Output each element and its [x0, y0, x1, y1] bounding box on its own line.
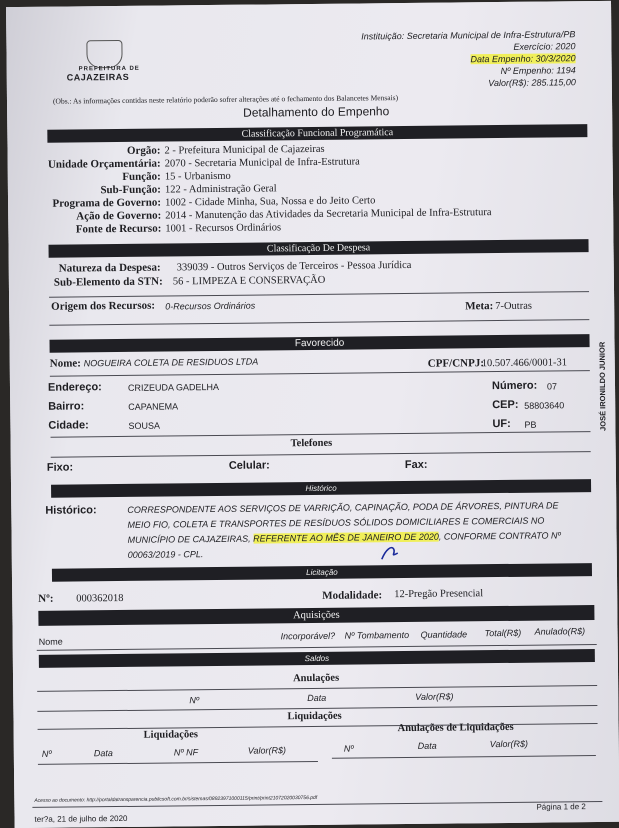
classificacao-despesa-bar: Classificação De Despesa [49, 239, 589, 258]
endereco-label: Endereço: [47, 381, 102, 394]
classificacao-label: Programa de Governo: [52, 196, 162, 210]
divider [49, 319, 589, 326]
pen-mark-icon [378, 543, 402, 561]
celular-label: Celular: [228, 459, 270, 472]
classificacao-label: Função: [122, 170, 161, 183]
cpf-value: 10.507.466/0001-31 [481, 357, 568, 370]
aquisicoes-column-header: Total(R$) [484, 627, 522, 639]
saldos-bar: Saldos [39, 649, 595, 668]
anul-liq-col-data: Data [417, 740, 437, 751]
classificacao-value: 1002 - Cidade Minha, Sua, Nossa e do Jeito Certo [165, 195, 376, 209]
divider [49, 291, 589, 298]
liq-col-num: Nº [41, 748, 52, 759]
anul-liq-col-valor: Valor(R$) [489, 738, 528, 750]
historico-line2: MEIO FIO, COLETA E TRANSPORTES DE RESÍDUOS SÓLIDOS DOMICILIARES E COMERCIAIS NO [127, 515, 545, 530]
bairro-label: Bairro: [48, 400, 85, 413]
meta-label: Meta: [465, 300, 494, 313]
acesso-url: Acesso ao documento: http://portaldatransparencia.publicsoft.com.br/sistemas/08923971000115/print/print21072020030756.pdf [34, 794, 318, 804]
classificacao-label: Sub-Função: [100, 183, 161, 197]
cpf-label: CPF/CNPJ: [427, 357, 485, 370]
anulacoes-title: Anulações [293, 672, 340, 685]
aquisicoes-column-header: Nome [38, 636, 63, 647]
modalidade-label: Modalidade: [322, 589, 383, 602]
natureza-label: Natureza da Despesa: [58, 261, 161, 275]
classificacao-value: 2014 - Manutenção das Atividades da Secretaria Municipal de Infra-Estrutura [165, 207, 492, 222]
classificacao-value: 15 - Urbanismo [164, 170, 231, 183]
historico-label: Histórico: [45, 504, 97, 517]
anul-liq-subtitle: Anulações de Liquidações [397, 721, 514, 735]
anulacoes-col-valor: Valor(R$) [415, 691, 454, 702]
endereco-value: CRIZEUDA GADELHA [127, 381, 220, 393]
data-empenho: Data Empenho: 30/3/2020 [470, 53, 576, 65]
historico-line1: CORRESPONDENTE AOS SERVIÇOS DE VARRIÇÃO, CAPINAÇÃO, PODA DE ÁRVORES, PINTURA DE [127, 500, 559, 515]
page-number: Página 1 de 2 [536, 802, 586, 812]
cep-label: CEP: [492, 398, 519, 412]
aquisicoes-column-header: Anulado(R$) [534, 626, 586, 637]
classificacao-value: 122 - Administração Geral [164, 183, 277, 196]
classificacao-funcional-bar: Classificação Funcional Programática [47, 124, 587, 143]
origem-value: 0-Recursos Ordinários [165, 300, 256, 312]
bairro-value: CAPANEMA [128, 401, 179, 412]
nome-value: NOGUEIRA COLETA DE RESIDUOS LTDA [83, 356, 259, 369]
uf-value: PB [524, 419, 537, 430]
logo-city: CAJAZEIRAS [66, 71, 130, 83]
signature: JOSÉ IRONILDO JUNIOR [597, 341, 608, 431]
anulacoes-col-num: Nº [189, 695, 200, 706]
divider [50, 370, 590, 377]
modalidade-value: 12-Pregão Presencial [394, 588, 484, 601]
liq-subtitle: Liquidações [143, 729, 198, 741]
highlight-referente: REFERENTE AO MÊS DE JANEIRO DE 2020 [253, 531, 439, 544]
liq-col-nf: Nº NF [173, 747, 199, 758]
origem-label: Origem dos Recursos: [51, 299, 156, 313]
instituicao: Instituição: Secretaria Municipal de Infra-Estrutura/PB [361, 29, 576, 42]
classificacao-label: Unidade Orçamentária: [47, 157, 161, 171]
licitacao-numero-label: Nº: [38, 592, 54, 605]
meta-value: 7-Outras [495, 300, 532, 313]
historico-line4: 00063/2019 - CPL. [127, 549, 204, 560]
divider [38, 761, 318, 765]
licitacao-numero-value: 000362018 [76, 592, 124, 605]
coat-of-arms-icon [86, 40, 122, 68]
telefones-label: Telefones [290, 437, 333, 450]
valor-empenho: Valor(R$): 285.115,00 [488, 77, 576, 89]
footer-date: ter?a, 21 de julho de 2020 [34, 813, 128, 824]
document-page [6, 1, 619, 828]
licitacao-bar: Licitação [52, 563, 592, 582]
favorecido-bar: Favorecido [50, 334, 590, 353]
logo-caption: PREFEITURA DE [78, 65, 140, 73]
numero-value: 07 [546, 381, 558, 392]
classificacao-label: Orgão: [126, 144, 161, 157]
liq-col-valor: Valor(R$) [247, 745, 287, 756]
divider [332, 755, 596, 759]
historico-bar: Histórico [51, 479, 591, 498]
numero-label: Número: [491, 379, 538, 393]
cidade-value: SOUSA [128, 420, 160, 431]
natureza-value: 339039 - Outros Serviços de Terceiros - Pessoa Jurídica [176, 259, 412, 274]
liq-col-data: Data [93, 748, 113, 759]
anul-liq-col-num: Nº [343, 743, 354, 754]
aquisicoes-column-header: Quantidade [420, 629, 468, 640]
anulacoes-col-data: Data [307, 692, 327, 704]
uf-label: UF: [492, 417, 511, 431]
classificacao-value: 2070 - Secretaria Municipal de Infra-Estrutura [164, 156, 360, 170]
classificacao-value: 1001 - Recursos Ordinários [165, 222, 282, 235]
subelemento-value: 56 - LIMPEZA E CONSERVAÇÃO [172, 274, 326, 288]
subelemento-label: Sub-Elemento da STN: [53, 275, 163, 289]
cidade-label: Cidade: [48, 419, 89, 432]
page-title: Detalhamento do Empenho [243, 104, 390, 120]
divider [37, 685, 597, 692]
aquisicoes-bar: Aquisições [38, 605, 594, 626]
numero-empenho: Nº Empenho: 1194 [500, 65, 576, 76]
cep-value: 58803640 [524, 400, 565, 411]
divider [51, 431, 591, 438]
liquidacoes-title: Liquidações [287, 710, 342, 723]
classificacao-label: Ação de Governo: [76, 209, 162, 223]
obs-note: (Obs.: As informações contidas neste relatório poderão sofrer alterações até o fechamento dos Balancetes Mensais) [52, 93, 399, 106]
historico-line3: MUNICÍPIO DE CAJAZEIRAS, REFERENTE AO MÊS DE JANEIRO DE 2020, CONFORME CONTRATO Nº [127, 530, 561, 545]
aquisicoes-column-header: Nº Tombamento [344, 629, 410, 641]
aquisicoes-column-header: Incorporável? [280, 630, 336, 642]
divider [51, 451, 591, 458]
classificacao-value: 2 - Prefeitura Municipal de Cajazeiras [164, 143, 325, 157]
classificacao-label: Fonte de Recurso: [75, 222, 162, 236]
nome-label: Nome: [49, 357, 81, 370]
fixo-label: Fixo: [46, 461, 74, 474]
exercicio: Exercício: 2020 [513, 41, 576, 52]
fax-label: Fax: [404, 458, 428, 472]
